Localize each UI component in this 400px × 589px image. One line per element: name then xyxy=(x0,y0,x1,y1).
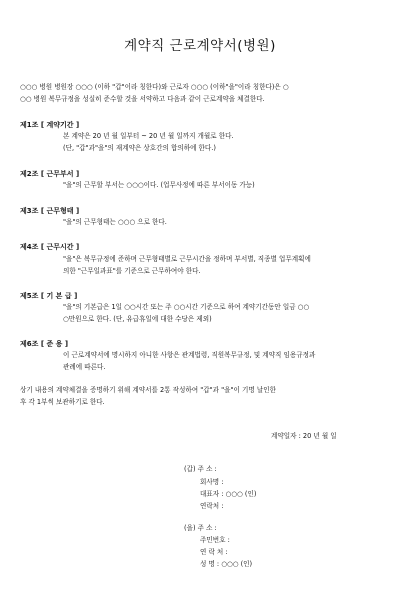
article-5-line-1: "을"의 기본급은 1일 ○○시간 또는 주 ○○시간 기준으로 하여 계약기간동안 일금 ○○ xyxy=(63,303,310,311)
article-1-line-1: 본 계약은 20 년 월 일부터 ~ 20 년 월 일까지 개월로 한다. xyxy=(63,132,234,140)
party-a-company: 회사명 : xyxy=(200,478,224,486)
party-b-resident-number: 주민번호 : xyxy=(200,536,230,544)
article-6-line-1: 이 근로계약서에 명시하지 아니한 사항은 관계법령, 직원복무규정, 및 계약직 임용규정과 xyxy=(63,351,316,359)
article-2-line-1: "을"의 근무할 부서는 ○○○이다. (업무사정에 따른 부서이동 가능) xyxy=(63,181,255,189)
party-b-name: 성 명 : ○○○ (인) xyxy=(200,560,253,568)
document-title: 계약직 근로계약서(병원) xyxy=(124,38,276,54)
closing-line-2: 후 각 1부씩 보관하기로 한다. xyxy=(20,398,105,406)
article-4-heading: 제4조 [ 근무시간 ] xyxy=(20,243,80,251)
article-4-line-1: "을"은 복무규정에 준하며 근무형태별로 근무시간을 정하며 부서별, 직종별 업무계획에 xyxy=(63,255,311,263)
closing-line-1: 상기 내용의 계약체결을 증명하기 위해 계약서를 2통 작성하여 "갑"과 "을"이 기명 날인한 xyxy=(20,386,276,394)
article-2-heading: 제2조 [ 근무부서 ] xyxy=(20,170,80,178)
intro-line-2: ○○ 병원 복무규정을 성실히 준수할 것을 서약하고 다음과 같이 근로계약을 체결한다. xyxy=(20,95,265,103)
article-6-line-2: 관례에 따른다. xyxy=(63,363,106,371)
party-a-address: (갑) 주 소 : xyxy=(184,465,217,473)
party-b-address: (을) 주 소 : xyxy=(184,524,217,532)
intro-line-1: ○○○ 병원 병원장 ○○○ (이하 "갑"이라 칭한다)와 근로자 ○○○ (이하"을"이라 칭한다)은 ○ xyxy=(20,83,289,91)
article-5-heading: 제5조 [ 기 본 급 ] xyxy=(20,292,78,300)
contract-date: 계약일자 : 20 년 월 일 xyxy=(271,432,337,440)
article-3-line-1: "을"의 근무형태는 ○○○ 으로 한다. xyxy=(63,218,167,226)
article-1-line-2: (단, "갑"과"을"의 재계약은 상호간의 합의하에 한다.) xyxy=(63,144,216,152)
article-6-heading: 제6조 [ 준 용 ] xyxy=(20,340,69,348)
article-3-heading: 제3조 [ 근무형태 ] xyxy=(20,207,80,215)
article-5-line-2: ○만원으로 한다. (단, 유급휴일에 대한 수당은 제외) xyxy=(63,315,212,323)
article-1-heading: 제1조 [ 계약기간 ] xyxy=(20,121,80,129)
party-b-contact: 연 락 처 : xyxy=(200,548,228,556)
party-a-representative: 대표자 : ○○○ (인) xyxy=(200,490,257,498)
article-4-line-2: 의한 "근무일과표"를 기준으로 근무하여야 한다. xyxy=(63,267,201,275)
party-a-contact: 연락처 : xyxy=(200,502,224,510)
